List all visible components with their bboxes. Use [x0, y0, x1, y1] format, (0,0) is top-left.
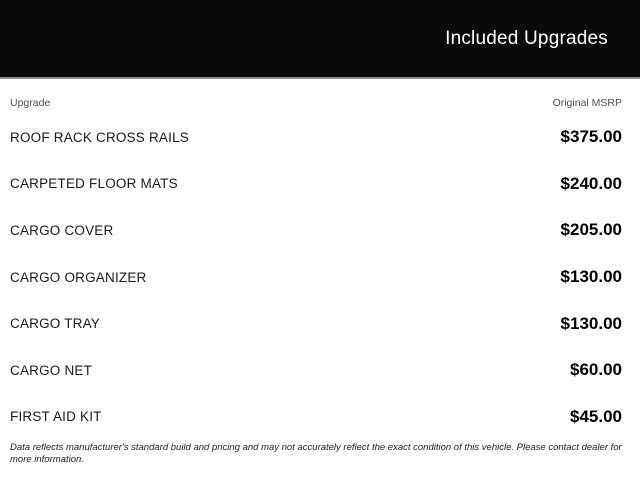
upgrade-price: $130.00 — [560, 313, 622, 333]
table-column-headers — [10, 79, 622, 110]
header-banner — [0, 0, 640, 79]
disclaimer-text: Data reflects manufacturer's standard build and pricing and may not accurately reflect the exact condition of this vehicle. Please contact dealer for more information. — [10, 442, 622, 466]
table-row — [10, 300, 622, 347]
page-title: Included Upgrades — [445, 27, 608, 49]
upgrade-name: CARGO ORGANIZER — [10, 269, 147, 285]
upgrade-name: ROOF RACK CROSS RAILS — [10, 129, 189, 145]
upgrade-name: FIRST AID KIT — [10, 409, 102, 425]
table-row — [10, 207, 622, 254]
table-row — [10, 254, 622, 301]
upgrades-table — [0, 79, 640, 440]
table-row — [10, 347, 622, 394]
table-row — [10, 161, 622, 208]
upgrade-price: $240.00 — [560, 173, 622, 193]
column-header-upgrade: Upgrade — [10, 97, 51, 109]
upgrade-price: $45.00 — [570, 406, 622, 426]
upgrade-price: $375.00 — [560, 127, 622, 147]
upgrade-name: CARGO COVER — [10, 222, 114, 238]
upgrade-price: $60.00 — [570, 360, 622, 380]
table-row — [10, 394, 622, 441]
table-row — [10, 114, 622, 161]
column-header-original-msrp: Original MSRP — [552, 97, 622, 109]
upgrade-name: CARGO NET — [10, 362, 93, 378]
upgrade-name: CARPETED FLOOR MATS — [10, 176, 178, 192]
upgrade-price: $205.00 — [560, 220, 622, 240]
upgrade-name: CARGO TRAY — [10, 316, 101, 332]
upgrade-price: $130.00 — [560, 267, 622, 287]
table-rows — [10, 114, 622, 440]
